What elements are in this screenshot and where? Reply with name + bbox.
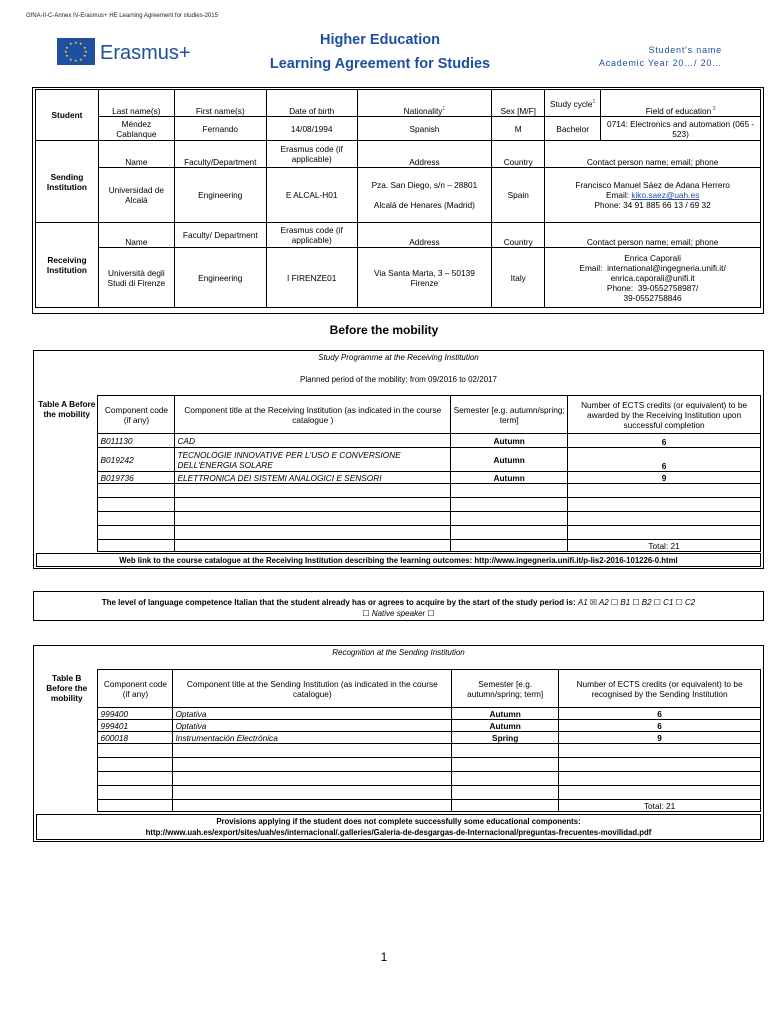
receiving-address-line1: Via Santa Marta, 3 – 50139	[373, 267, 475, 278]
receiving-country: Italy	[492, 248, 545, 308]
table-b-code: 999401	[98, 720, 173, 732]
table-b-title: Optativa	[173, 708, 452, 720]
provisions-text: Provisions applying if the student does not complete successfully some educational components:	[216, 817, 581, 826]
sending-row-label: Sending Institution	[36, 141, 99, 223]
sending-address-line1: Pza. San Diego, s/n – 28801	[371, 180, 478, 190]
table-a-credits: 6	[568, 434, 761, 448]
sending-contact-phone: Phone: 34 91 885 66 13 / 69 32	[594, 200, 711, 210]
receiving-address	[357, 248, 492, 308]
header-field-education: Field of education $^3$	[601, 90, 761, 117]
table-a-total: Total: 21	[568, 540, 761, 552]
table-a-semester: Autumn	[451, 434, 568, 448]
receiving-header-country: Country	[492, 223, 545, 248]
page-title: Higher Education	[319, 32, 441, 48]
header-first-name: First name(s)	[174, 90, 266, 117]
sending-faculty: Engineering	[174, 168, 266, 223]
table-a-header-credits: Number of ECTS credits (or equivalent) to be awarded by the Receiving Institution upon successful completion	[568, 396, 761, 434]
table-a-title: CAD	[175, 434, 451, 448]
student-study-cycle: Bachelor	[545, 117, 601, 141]
student-info-table	[35, 89, 761, 308]
table-row-empty	[36, 786, 761, 800]
sending-header-contact: Contact person name; email; phone	[545, 141, 761, 168]
academic-year: Academic Year 20…/ 20…	[598, 58, 722, 68]
receiving-contact-email2: enrica.caporali@unifi.it	[610, 272, 695, 283]
table-a-credits: 9	[568, 472, 761, 484]
table-b-caption: Recognition at the Sending Institution	[332, 648, 465, 657]
sending-header-address: Address	[357, 141, 492, 168]
table-row-empty	[36, 484, 761, 498]
sending-header-name: Name	[98, 141, 174, 168]
receiving-header-faculty: Faculty/ Department	[174, 223, 266, 248]
sending-contact-name: Francisco Manuel Sáez de Adana Herrero	[575, 180, 730, 190]
page-number: 1	[380, 950, 388, 964]
sending-contact-email: Email: kiko.saez@uah.es	[605, 190, 700, 200]
page-subtitle: Learning Agreement for Studies	[269, 56, 491, 72]
table-a-header-title: Component title at the Receiving Institution (as indicated in the course catalogue )	[175, 396, 451, 434]
table-a-title: TECNOLOGIE INNOVATIVE PER L'USO E CONVERSIONE DELL'ENERGIA SOLARE	[175, 448, 451, 472]
provisions-box	[36, 814, 761, 840]
receiving-header-address: Address	[357, 223, 492, 248]
table-row	[36, 472, 761, 484]
header-nationality: Nationality$^1$	[357, 90, 492, 117]
receiving-address-line2: Firenze	[410, 277, 439, 288]
language-competence-box	[33, 591, 764, 621]
student-last-name: Méndez Cablanque	[98, 117, 174, 141]
table-b-header-title: Component title at the Sending Institution (as indicated in the course catalogue)	[173, 670, 452, 708]
header-study-cycle: Study cycle$^2$	[545, 90, 601, 117]
language-text: The level of language competence Italian that the student already has or agrees to acquire by the start of the study period is:	[101, 598, 576, 607]
receiving-contact-phone: Phone: 39-0552758987/	[606, 282, 699, 293]
receiving-faculty: Engineering	[174, 248, 266, 308]
receiving-row-label: Receiving Institution	[36, 223, 99, 308]
table-row	[36, 732, 761, 744]
table-b-credits: 6	[559, 708, 761, 720]
erasmus-logo	[57, 38, 197, 68]
receiving-contact-name: Enrica Caporali	[624, 252, 681, 263]
table-a-credits: 6	[568, 448, 761, 472]
form-reference: GfNA-II-C-Annex IV-Erasmus+ HE Learning Agreement for studies-2015	[26, 13, 218, 19]
table-row	[36, 708, 761, 720]
table-row-empty	[36, 772, 761, 786]
table-b-semester: Autumn	[452, 720, 559, 732]
sending-erasmus-code: E ALCAL-H01	[266, 168, 357, 223]
header-last-name: Last name(s)	[98, 90, 174, 117]
receiving-header-name: Name	[98, 223, 174, 248]
header-sex: Sex [M/F]	[492, 90, 545, 117]
table-a-code: B019242	[98, 448, 175, 472]
sending-address	[357, 168, 492, 223]
sending-header-erasmus: Erasmus code (if applicable)	[266, 141, 357, 168]
table-b-header-code: Component code (if any)	[98, 670, 173, 708]
receiving-contact	[545, 248, 761, 308]
provisions-link[interactable]: http://www.uah.es/export/sites/uah/es/internacional/.galleries/Galeria-de-desgargas-de-Internacional/preguntas-frecuentes-movilidad.pdf	[145, 828, 652, 837]
table-a-caption: Study Programme at the Receiving Institution	[318, 353, 479, 362]
table-b-total: Total: 21	[559, 800, 761, 812]
table-a-code: B019736	[98, 472, 175, 484]
student-sex: M	[492, 117, 545, 141]
table-b-header-credits: Number of ECTS credits (or equivalent) to be recognised by the Sending Institution	[559, 670, 761, 708]
sending-name: Universidad de Alcalá	[98, 168, 174, 223]
table-row	[36, 448, 761, 472]
sending-country: Spain	[492, 168, 545, 223]
table-row-empty	[36, 512, 761, 526]
table-b-code: 600018	[98, 732, 173, 744]
table-row-empty	[36, 744, 761, 758]
logo-text: Erasmus+	[100, 42, 191, 64]
table-b-total-row	[36, 800, 761, 812]
table-a-semester: Autumn	[451, 472, 568, 484]
sending-header-faculty: Faculty/Department	[174, 141, 266, 168]
table-a	[36, 395, 761, 552]
student-first-name: Fernando	[174, 117, 266, 141]
table-a-header-semester: Semester [e.g. autumn/spring; term]	[451, 396, 568, 434]
student-dob: 14/08/1994	[266, 117, 357, 141]
table-b-header-semester: Semester [e.g. autumn/spring; term]	[452, 670, 559, 708]
sending-contact	[545, 168, 761, 223]
eu-flag-icon: ★ ★ ★ ★ ★ ★ ★ ★ ★ ★ ★ ★	[57, 38, 95, 65]
sending-email-link[interactable]: kiko.saez@uah.es	[631, 190, 700, 200]
table-b-semester: Autumn	[452, 708, 559, 720]
table-a-header-code: Component code (if any)	[98, 396, 175, 434]
table-b-credits: 9	[559, 732, 761, 744]
receiving-header-contact: Contact person name; email; phone	[545, 223, 761, 248]
table-a-title: ELETTRONICA DEI SISTEMI ANALOGICI E SENSORI	[175, 472, 451, 484]
table-row	[36, 720, 761, 732]
table-a-total-row	[36, 540, 761, 552]
language-levels[interactable]: A1 ☒ A2 ☐ B1 ☐ B2 ☐ C1 ☐ C2	[577, 598, 696, 607]
receiving-contact-phone2: 39-0552758846	[623, 292, 682, 303]
table-b-credits: 6	[559, 720, 761, 732]
table-row	[36, 434, 761, 448]
sending-address-line2: Alcalá de Henares (Madrid)	[373, 200, 475, 210]
table-b	[36, 669, 761, 812]
table-a-code: B011130	[98, 434, 175, 448]
table-row-empty	[36, 498, 761, 512]
table-b-code: 999400	[98, 708, 173, 720]
table-row-empty	[36, 758, 761, 772]
planned-period: Planned period of the mobility: from 09/2016 to 02/2017	[299, 375, 498, 384]
course-catalogue-weblink[interactable]: Web link to the course catalogue at the Receiving Institution describing the learning outcomes: http://www.ingegneria.unifi.it/p-lis2-2016-101226-0.html	[36, 553, 761, 567]
native-speaker-option[interactable]: ☐ Native speaker ☐	[362, 609, 435, 618]
receiving-contact-email: Email: international@ingegneria.unifi.it/	[579, 262, 726, 273]
table-b-title: Optativa	[173, 720, 452, 732]
receiving-name: Università degli Studi di Firenze	[98, 248, 174, 308]
table-b-row-label: Table B Before the mobility	[36, 670, 98, 812]
table-row-empty	[36, 526, 761, 540]
receiving-header-erasmus: Erasmus code (if applicable)	[266, 223, 357, 248]
table-b-semester: Spring	[452, 732, 559, 744]
table-a-row-label: Table A Before the mobility	[36, 396, 98, 552]
table-b-title: Instrumentación Electrónica	[173, 732, 452, 744]
student-name-label: Student's name	[648, 45, 722, 55]
sending-header-country: Country	[492, 141, 545, 168]
receiving-erasmus-code: I FIRENZE01	[266, 248, 357, 308]
student-nationality: Spanish	[357, 117, 492, 141]
header-dob: Date of birth	[266, 90, 357, 117]
table-a-semester: Autumn	[451, 448, 568, 472]
student-row-label: Student	[36, 90, 99, 141]
before-mobility-title: Before the mobility	[329, 323, 439, 337]
student-field-education: 0714: Electronics and automation (065 - 523)	[601, 117, 761, 141]
student-name-block	[599, 44, 722, 70]
